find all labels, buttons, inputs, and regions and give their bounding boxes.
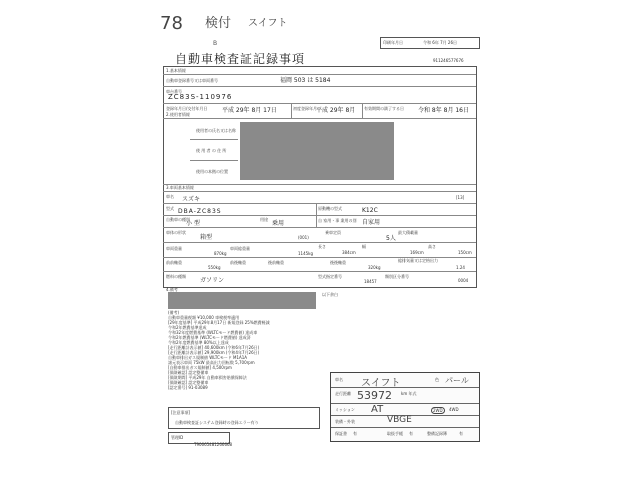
- user-name-label: 使用者の氏名又は名称: [196, 128, 236, 133]
- rule: [163, 86, 476, 87]
- sticker-record-label: 整備記録簿: [427, 431, 447, 436]
- remarks-continue-label: 以下余白: [322, 292, 338, 297]
- remarks-line: [保険確認] 認定整備車: [168, 370, 209, 375]
- width-value: 169cm: [410, 250, 424, 255]
- remarks-line: [走行距離計表示値] 29,900km (令和4年7月26日): [168, 350, 260, 355]
- remarks-line: [認定番号] 91-03089: [168, 385, 208, 390]
- front-front-axle-label: 前前軸重: [166, 260, 182, 265]
- rear-front-axle-label: 後前軸重: [268, 260, 284, 265]
- rule: [331, 387, 479, 388]
- displacement-label: 総排気量又は定格出力: [398, 258, 438, 263]
- rule: [163, 242, 476, 243]
- sticker-warranty-value: 有: [353, 431, 357, 436]
- maker-label: 車名: [166, 194, 174, 199]
- rule: [163, 184, 476, 185]
- registration-value: 福岡 503 は 5184: [280, 77, 331, 84]
- displacement-value: 1.24: [456, 265, 465, 270]
- rule: [190, 160, 238, 161]
- remarks-list: [168, 310, 270, 390]
- capacity-label: 乗車定員: [325, 230, 341, 235]
- fuel-value: ガソリン: [200, 277, 225, 284]
- user-base-label: 使用の本拠の位置: [196, 169, 228, 174]
- kind-value: 小 型: [186, 220, 200, 227]
- model-id-value: 18457: [364, 279, 377, 284]
- rule: [163, 74, 476, 75]
- sticker-warranty-label: 保証書: [335, 431, 347, 436]
- sticker-manual-value: 有: [409, 431, 413, 436]
- kind-label: 自動車の種別: [166, 217, 190, 222]
- type-value: DBA-ZC83S: [178, 208, 222, 215]
- sticker-record-value: 有: [459, 431, 463, 436]
- registration-date-value: 平成 29年 8月 17日: [222, 107, 277, 114]
- weight-label: 車両重量: [166, 246, 182, 251]
- rule: [163, 215, 476, 216]
- record-date-label: 印刷年月日: [383, 40, 403, 45]
- user-info-redaction: [240, 122, 394, 180]
- sticker-mission-label: ミッション: [335, 407, 355, 412]
- maker-code: [13]: [456, 195, 465, 200]
- sticker-color-value: パール: [445, 376, 469, 385]
- user-address-label: 使 用 者 の 住 所: [196, 148, 227, 153]
- class-id-label: 類別区分番号: [385, 274, 409, 279]
- user-section-label: 2.使用者情報: [166, 112, 190, 117]
- length-label: 長さ: [318, 244, 326, 249]
- handwritten-inspect-note: 検付: [205, 16, 232, 31]
- width-label: 幅: [362, 244, 366, 249]
- management-id-label: 管理ID: [171, 435, 184, 440]
- sticker-manual-label: 取扱手帳: [387, 431, 403, 436]
- rule: [291, 103, 292, 118]
- engine-label: 原動機の型式: [318, 206, 342, 211]
- rule: [163, 191, 476, 192]
- remarks-line: 自動車排出ガス規制値 WLTCモード M1A1A: [168, 355, 248, 360]
- remarks-line: 諸元表示車両 75kW 最高出力回転数 5,700rpm: [168, 360, 255, 365]
- height-label: 高さ: [428, 244, 436, 249]
- handwritten-small-b: B: [213, 40, 218, 47]
- sticker-mileage-label: 走行距離: [335, 391, 351, 396]
- record-date-value: 令和 6年 7月 26日: [423, 40, 457, 45]
- sticker-km-label: km 年式: [401, 391, 417, 396]
- rule: [163, 271, 476, 272]
- length-value: 384cm: [342, 250, 356, 255]
- type-label: 型式: [166, 206, 174, 211]
- remarks-line: [29年度基準] 平成29年8月17日 新規登録 25%燃費軽減: [168, 320, 270, 325]
- first-registration-value: 平成 29年 8月: [316, 107, 356, 114]
- basic-section-label: 1.基本情報: [166, 68, 186, 73]
- record-date-box: [380, 37, 480, 49]
- registration-date-label: 登録年月日/交付年月日: [166, 106, 208, 111]
- vehicle-section-label: 3.車両基本情報: [166, 185, 194, 190]
- weight-value: 870kg: [214, 251, 227, 256]
- front-rear-axle-label: 前後軸重: [230, 260, 246, 265]
- sticker-equip-value: VBGE: [387, 415, 412, 425]
- remarks-line: 令和2年燃費基準 (WLTCモード燃費値) 達成済: [168, 335, 251, 340]
- engine-value: K12C: [362, 207, 378, 214]
- notice-box: [168, 407, 320, 429]
- rule: [190, 139, 238, 140]
- chassis-value: ZC83S-110976: [168, 93, 233, 101]
- body-label: 車体の形状: [166, 230, 186, 235]
- first-registration-label: 初度登録年月: [293, 106, 317, 111]
- sticker-name-value: スイフト: [361, 378, 401, 389]
- sticker-equip-label: 装備・外装: [335, 419, 355, 424]
- expiry-value: 令和 8年 8月 16日: [418, 107, 469, 114]
- rule: [163, 118, 476, 119]
- handwritten-model-note: スイフト: [248, 18, 288, 29]
- rule: [163, 103, 476, 104]
- remarks-section-label: 4.備考: [166, 287, 178, 292]
- management-id-value: T90665481266668: [194, 442, 233, 447]
- gross-value: 1145kg: [298, 251, 314, 256]
- use-value: 乗用: [272, 220, 285, 227]
- rule: [331, 427, 479, 428]
- notice-text: 自動車検査証システム登録時の登録エラー有り: [175, 420, 259, 425]
- sticker-mission-value: AT: [371, 404, 384, 415]
- remarks-redaction: [168, 292, 316, 309]
- remarks-line: [自動車排出ガス規制値] 4,500rpm: [168, 365, 232, 370]
- registration-label: 自動車登録番号又は車両番号: [166, 78, 218, 83]
- fuel-label: 燃料の種類: [166, 274, 186, 279]
- maker-value: スズキ: [182, 196, 201, 203]
- sticker-mileage-value: 53972: [357, 389, 392, 402]
- remarks-line: 自動車重量税額 ¥10,000 車検税率適用: [168, 315, 240, 320]
- remarks-line: 令和2年燃費基準達成: [168, 325, 207, 330]
- use-label: 用途: [260, 217, 268, 222]
- body-code: (001): [298, 235, 309, 240]
- sticker-color-label: 色: [435, 377, 439, 382]
- front-front-axle-value: 550kg: [208, 265, 221, 270]
- purpose-label: 自 家用・事 業用の別: [318, 218, 357, 223]
- chassis-label: 車台番号: [166, 89, 182, 94]
- rule: [362, 103, 363, 118]
- remarks-line: 令和2年度燃費基準 80%以上達成: [168, 340, 229, 345]
- document-number: 911246577676: [433, 58, 464, 63]
- remarks-line: [保険期間] 平成29年 自動車損害賠償保障法: [168, 375, 247, 380]
- handwritten-number: 78: [160, 13, 183, 34]
- sticker-drive-value: 2WD: [433, 408, 443, 413]
- rear-rear-axle-value: 320kg: [368, 265, 381, 270]
- sticker-name-label: 車名: [335, 377, 343, 382]
- model-id-label: 型式指定番号: [318, 274, 342, 279]
- gross-label: 車両総重量: [230, 246, 250, 251]
- class-id-value: 0004: [458, 278, 469, 283]
- rule: [331, 403, 479, 404]
- remarks-line: 令和32年度燃費基準 (WLTCモード燃費値) 達成車: [168, 330, 258, 335]
- remarks-line: [保険確認] 認定整備車: [168, 380, 209, 385]
- max-load-label: 最大積載量: [398, 230, 418, 235]
- height-value: 150cm: [458, 250, 472, 255]
- document-title: 自動車検査証記録事項: [175, 52, 306, 66]
- notice-label: [注意事項]: [171, 410, 191, 415]
- purpose-value: 自家用: [362, 219, 381, 226]
- sticker-drive-alt: 4WD: [449, 407, 459, 412]
- capacity-value: 5人: [386, 235, 396, 242]
- vehicle-info-sticker: [330, 372, 480, 442]
- body-value: 箱型: [200, 234, 213, 241]
- rule: [163, 203, 476, 204]
- expiry-label: 有効期間の満了する日: [364, 106, 404, 111]
- remarks-line: [走行距離計表示値] 40,600km (令和6年7月26日): [168, 345, 260, 350]
- rear-rear-axle-label: 後後軸重: [330, 260, 346, 265]
- remarks-line: (備考): [168, 310, 180, 315]
- rule: [163, 227, 476, 228]
